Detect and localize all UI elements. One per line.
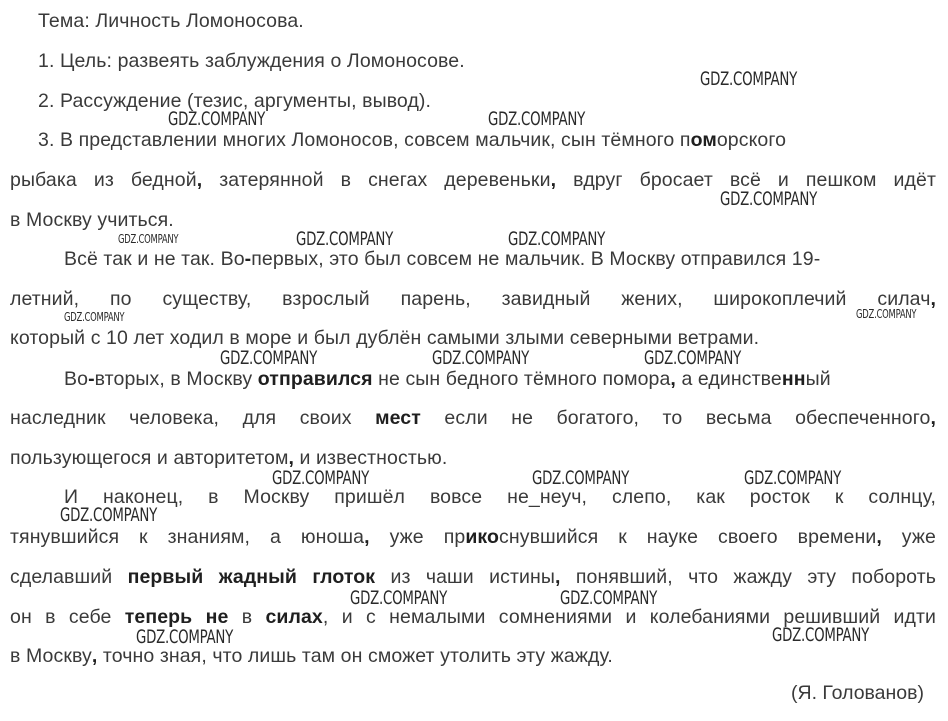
topic-line: Тема: Личность Ломоносова. xyxy=(38,10,304,32)
goal-line: 1. Цель: развеять заблуждения о Ломоносове. xyxy=(38,50,465,72)
watermark-text: GDZ.COMPANY xyxy=(856,307,917,321)
paragraph-3-line-1: Во-вторых, в Москву отправился не сын бедного тёмного помора, а единственный xyxy=(64,368,831,390)
paragraph-2-line-2: летний, по существу, взрослый парень, завидный жених, широкоплечий силач, xyxy=(10,288,936,310)
watermark-text: GDZ.COMPANY xyxy=(60,504,158,526)
reasoning-line: 2. Рассуждение (тезис, аргументы, вывод). xyxy=(38,90,432,112)
paragraph-4-line-1: И наконец, в Москву пришёл вовсе не_неуч, слепо, как росток к солнцу, xyxy=(64,486,936,508)
watermark-text: GDZ.COMPANY xyxy=(532,467,630,489)
paragraph-4-line-2: тянувшийся к знаниям, а юноша, уже прикоснувшийся к науке своего времени, уже xyxy=(10,526,936,548)
paragraph-2-line-3: который с 10 лет ходил в море и был дублён самыми злыми северными ветрами. xyxy=(10,327,760,349)
author-signature: (Я. Голованов) xyxy=(791,682,924,704)
paragraph-3-line-2: наследник человека, для своих мест если не богатого, то весьма обеспеченного, xyxy=(10,407,936,429)
paragraph-1-line-3: в Москву учиться. xyxy=(10,209,174,231)
paragraph-1-line-1: 3. В представлении многих Ломоносов, совсем мальчик, сын тёмного поморского xyxy=(38,129,787,151)
paragraph-3-line-3: пользующегося и авторитетом, и известностью. xyxy=(10,447,448,469)
watermark-text: GDZ.COMPANY xyxy=(64,310,125,324)
watermark-text: GDZ.COMPANY xyxy=(560,587,658,609)
watermark-text: GDZ.COMPANY xyxy=(700,68,798,90)
watermark-text: GDZ.COMPANY xyxy=(168,108,266,130)
watermark-text: GDZ.COMPANY xyxy=(744,467,842,489)
paragraph-4-line-4: он в себе теперь не в силах, и с немалыми сомнениями и колебаниями решивший идти xyxy=(10,606,936,628)
paragraph-2-line-1: Всё так и не так. Во-первых, это был совсем не мальчик. В Москву отправился 19- xyxy=(64,248,821,270)
watermark-text: GDZ.COMPANY xyxy=(136,626,234,648)
watermark-text: GDZ.COMPANY xyxy=(772,624,870,646)
paragraph-4-line-3: сделавший первый жадный глоток из чаши истины, понявший, что жажду эту побороть xyxy=(10,566,936,588)
paragraph-4-line-5: в Москву, точно зная, что лишь там он сможет утолить эту жажду. xyxy=(10,645,613,667)
watermark-text: GDZ.COMPANY xyxy=(272,467,370,489)
watermark-text: GDZ.COMPANY xyxy=(720,188,818,210)
watermark-text: GDZ.COMPANY xyxy=(296,228,394,250)
watermark-text: GDZ.COMPANY xyxy=(644,347,742,369)
paragraph-1-line-2: рыбака из бедной, затерянной в снегах деревеньки, вдруг бросает всё и пешком идёт xyxy=(10,169,936,191)
watermark-text: GDZ.COMPANY xyxy=(488,108,586,130)
watermark-text: GDZ.COMPANY xyxy=(220,347,318,369)
watermark-text: GDZ.COMPANY xyxy=(432,347,530,369)
watermark-text: GDZ.COMPANY xyxy=(508,228,606,250)
watermark-text: GDZ.COMPANY xyxy=(350,587,448,609)
watermark-text: GDZ.COMPANY xyxy=(118,232,179,246)
